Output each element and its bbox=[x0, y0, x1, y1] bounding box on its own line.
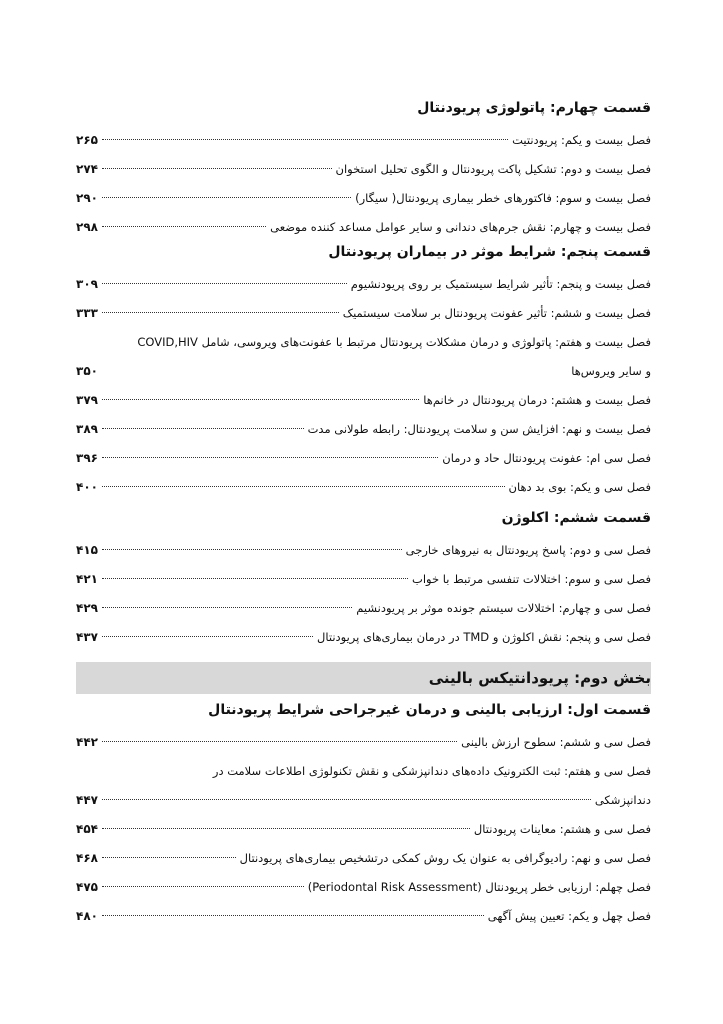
page-number: ۴۲۱ bbox=[76, 572, 98, 586]
page-number: ۳۰۹ bbox=[76, 277, 98, 291]
page-number: ۲۷۴ bbox=[76, 162, 98, 176]
entry-title: فصل سی و سوم: اختلالات تنفسی مرتبط با خواب bbox=[412, 572, 651, 586]
entry-title: فصل چهل و یکم: تعیین پیش آگهی bbox=[487, 909, 651, 923]
toc-entry bbox=[76, 757, 651, 786]
dot-leader bbox=[102, 886, 304, 887]
section-heading: قسمت پنجم: شرایط موثر در بیماران پریودنتال bbox=[328, 244, 651, 260]
entry-title: فصل سی ام: عفونت پریودنتال حاد و درمان bbox=[442, 451, 651, 465]
page-number: ۴۶۸ bbox=[76, 851, 98, 865]
dot-leader bbox=[102, 486, 505, 487]
page-number: ۴۰۰ bbox=[76, 480, 98, 494]
dot-leader bbox=[102, 197, 351, 198]
entry-title: دندانپزشکی bbox=[594, 793, 651, 807]
page-number: ۴۳۷ bbox=[76, 630, 98, 644]
entry-title: فصل سی و هفتم: ثبت الکترونیک داده‌های دندانپزشکی و نقش تکنولوژی اطلاعات سلامت در bbox=[212, 764, 651, 778]
entry-title: فصل سی و دوم: پاسخ پریودنتال به نیروهای خارجی bbox=[405, 543, 651, 557]
page-number: ۴۸۰ bbox=[76, 909, 98, 923]
section-heading: قسمت چهارم: پاتولوژی پریودنتال bbox=[417, 100, 651, 116]
section-heading: قسمت اول: ارزیابی بالینی و درمان غیرجراحی شرایط پریودنتال bbox=[208, 702, 651, 718]
page-number: ۴۷۵ bbox=[76, 880, 98, 894]
page-number: ۴۱۵ bbox=[76, 543, 98, 557]
toc-entry bbox=[76, 728, 651, 757]
toc-entry bbox=[76, 623, 651, 652]
entry-title: فصل سی و ششم: سطوح ارزش بالینی bbox=[461, 735, 651, 749]
entry-title: فصل سی و پنجم: نقش اکلوژن و TMD در درمان بیماری‌های پریودنتال bbox=[316, 630, 651, 644]
toc-entry bbox=[76, 536, 651, 565]
entry-title: فصل چهلم: ارزیابی خطر پریودنتال (Periodontal Risk Assessment) bbox=[307, 880, 651, 894]
dot-leader bbox=[102, 578, 408, 579]
dot-leader bbox=[102, 799, 591, 800]
toc-entry bbox=[76, 270, 651, 299]
toc-entry bbox=[76, 213, 651, 242]
entry-title: فصل بیست و یکم: پریودنتیت bbox=[512, 133, 651, 147]
part-banner: بخش دوم: پریودانتیکس بالینی bbox=[76, 662, 651, 694]
entry-title: فصل بیست و هفتم: پاتولوژی و درمان مشکلات پریودنتال مرتبط با عفونت‌های ویروسی، شامل COVID,HIV bbox=[137, 335, 651, 349]
entry-title: فصل بیست و نهم: افزایش سن و سلامت پریودنتال: رابطه طولانی مدت bbox=[307, 422, 651, 436]
dot-leader bbox=[102, 139, 508, 140]
entry-title: فصل بیست و چهارم: نقش جرم‌های دندانی و سایر عوامل مساعد کننده موضعی bbox=[270, 220, 651, 234]
page-number: ۳۵۰ bbox=[76, 364, 98, 378]
toc-page bbox=[76, 98, 651, 931]
dot-leader bbox=[102, 283, 347, 284]
toc-entry bbox=[76, 815, 651, 844]
toc-entry bbox=[76, 184, 651, 213]
entry-title: فصل سی و هشتم: معاینات پریودنتال bbox=[473, 822, 651, 836]
page-number: ۳۸۹ bbox=[76, 422, 98, 436]
toc-entry-continued bbox=[76, 786, 651, 815]
toc-entry bbox=[76, 565, 651, 594]
section-heading: قسمت ششم: اکلوژن bbox=[501, 510, 651, 526]
toc-entry bbox=[76, 873, 651, 902]
dot-leader bbox=[102, 312, 339, 313]
page-number: ۴۲۹ bbox=[76, 601, 98, 615]
toc-entry bbox=[76, 328, 651, 357]
entry-title: فصل بیست و ششم: تأثیر عفونت پریودنتال بر سلامت سیستمیک bbox=[342, 306, 651, 320]
toc-entry bbox=[76, 299, 651, 328]
toc-entry bbox=[76, 415, 651, 444]
toc-entry bbox=[76, 473, 651, 502]
entry-title: فصل سی و نهم: رادیوگرافی به عنوان یک روش کمکی درتشخیص بیماری‌های پریودنتال bbox=[239, 851, 651, 865]
toc-entry bbox=[76, 126, 651, 155]
page-number: ۴۴۷ bbox=[76, 793, 98, 807]
dot-leader bbox=[102, 636, 313, 637]
page-number: ۴۵۴ bbox=[76, 822, 98, 836]
toc-entry bbox=[76, 155, 651, 184]
dot-leader bbox=[102, 857, 236, 858]
dot-leader bbox=[102, 168, 332, 169]
page-number: ۳۳۳ bbox=[76, 306, 98, 320]
dot-leader bbox=[102, 607, 352, 608]
entry-title: فصل بیست و هشتم: درمان پریودنتال در خانم‌ها bbox=[423, 393, 651, 407]
dot-leader bbox=[102, 828, 470, 829]
toc-entry bbox=[76, 902, 651, 931]
dot-leader bbox=[102, 457, 438, 458]
toc-entry bbox=[76, 444, 651, 473]
dot-leader bbox=[102, 915, 484, 916]
page-number: ۲۶۵ bbox=[76, 133, 98, 147]
page-number: ۴۴۲ bbox=[76, 735, 98, 749]
entry-title: و سایر ویروس‌ها bbox=[571, 364, 651, 378]
toc-entry-continued bbox=[76, 357, 651, 386]
entry-title: فصل بیست و سوم: فاکتورهای خطر بیماری پریودنتال( سیگار) bbox=[355, 191, 651, 205]
entry-title: فصل بیست و پنجم: تأثیر شرایط سیستمیک بر روی پریودنشیوم bbox=[350, 277, 651, 291]
entry-title: فصل سی و یکم: بوی بد دهان bbox=[508, 480, 651, 494]
dot-leader bbox=[102, 428, 304, 429]
toc-entry bbox=[76, 386, 651, 415]
dot-leader bbox=[102, 741, 457, 742]
page-number: ۲۹۸ bbox=[76, 220, 98, 234]
page-number: ۲۹۰ bbox=[76, 191, 98, 205]
dot-leader bbox=[102, 399, 419, 400]
dot-leader bbox=[102, 549, 402, 550]
toc-entry bbox=[76, 844, 651, 873]
entry-title: فصل بیست و دوم: تشکیل پاکت پریودنتال و الگوی تحلیل استخوان bbox=[335, 162, 651, 176]
page-number: ۳۷۹ bbox=[76, 393, 98, 407]
entry-title: فصل سی و چهارم: اختلالات سیستم جونده موثر بر پریودنشیم bbox=[356, 601, 651, 615]
page-number: ۳۹۶ bbox=[76, 451, 98, 465]
toc-entry bbox=[76, 594, 651, 623]
dot-leader bbox=[102, 226, 266, 227]
